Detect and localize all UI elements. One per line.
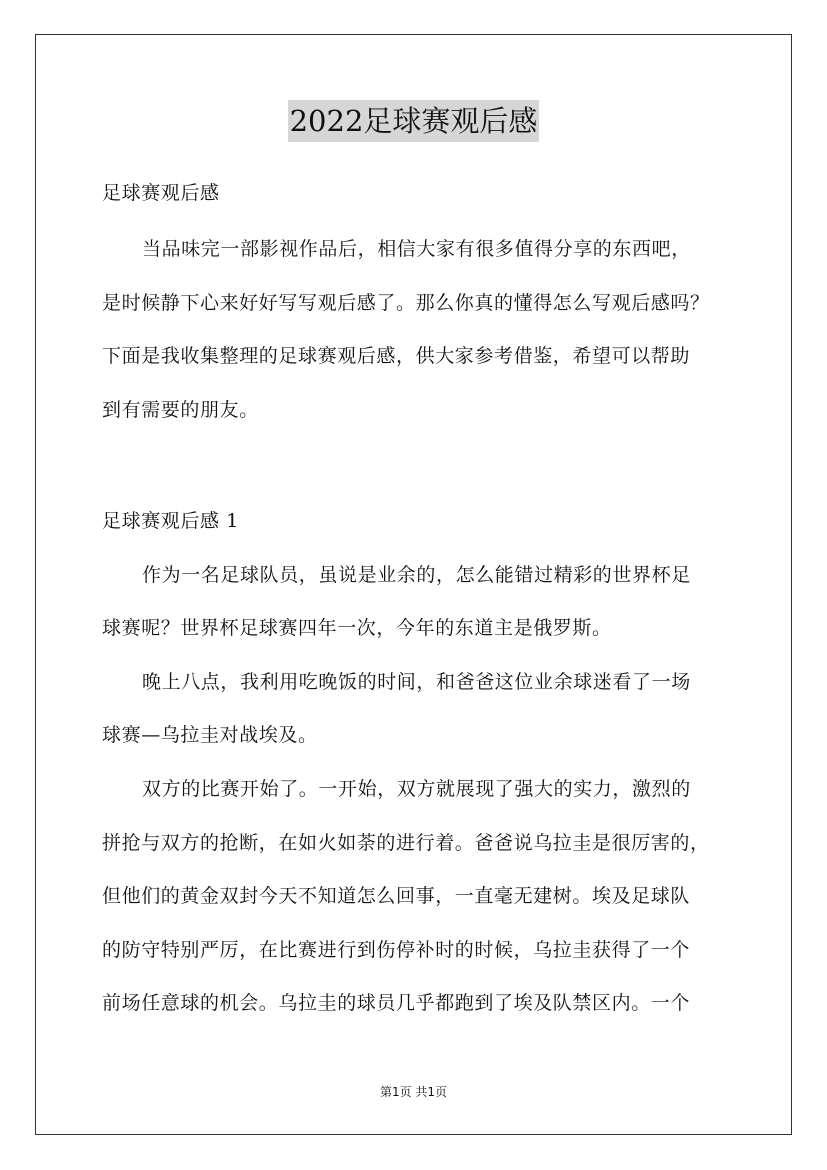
paragraph-line: 球赛—乌拉圭对战埃及。 — [102, 724, 318, 746]
paragraph-line: 下面是我收集整理的足球赛观后感，供大家参考借鉴，希望可以帮助 — [102, 345, 691, 367]
paragraph-line: 作为一名足球队员，虽说是业余的，怎么能错过精彩的世界杯足 — [142, 564, 691, 586]
paragraph-line: 晚上八点，我利用吃晚饭的时间，和爸爸这位业余球迷看了一场 — [142, 671, 691, 693]
paragraph-line: 的防守特别严厉，在比赛进行到伤停补时的时候，乌拉圭获得了一个 — [102, 939, 691, 961]
paragraph-line: 双方的比赛开始了。一开始，双方就展现了强大的实力，激烈的 — [142, 778, 691, 800]
title-container — [0, 100, 827, 142]
section-heading: 足球赛观后感 1 — [102, 510, 239, 532]
paragraph-line: 但他们的黄金双封今天不知道怎么回事，一直毫无建树。埃及足球队 — [102, 885, 691, 907]
section-heading: 足球赛观后感 — [102, 182, 220, 204]
document-title: 2022足球赛观后感 — [288, 100, 540, 142]
paragraph-line: 拼抢与双方的抢断，在如火如荼的进行着。爸爸说乌拉圭是很厉害的， — [102, 832, 710, 854]
page-number-footer: 第1页 共1页 — [379, 1085, 448, 1099]
paragraph-line: 球赛呢？世界杯足球赛四年一次，今年的东道主是俄罗斯。 — [102, 617, 612, 639]
paragraph-line: 是时候静下心来好好写写观后感了。那么你真的懂得怎么写观后感吗？ — [102, 292, 710, 314]
paragraph-line: 前场任意球的机会。乌拉圭的球员几乎都跑到了埃及队禁区内。一个 — [102, 992, 691, 1014]
paragraph-line: 当品味完一部影视作品后，相信大家有很多值得分享的东西吧， — [142, 238, 691, 260]
paragraph-line: 到有需要的朋友。 — [102, 399, 259, 421]
